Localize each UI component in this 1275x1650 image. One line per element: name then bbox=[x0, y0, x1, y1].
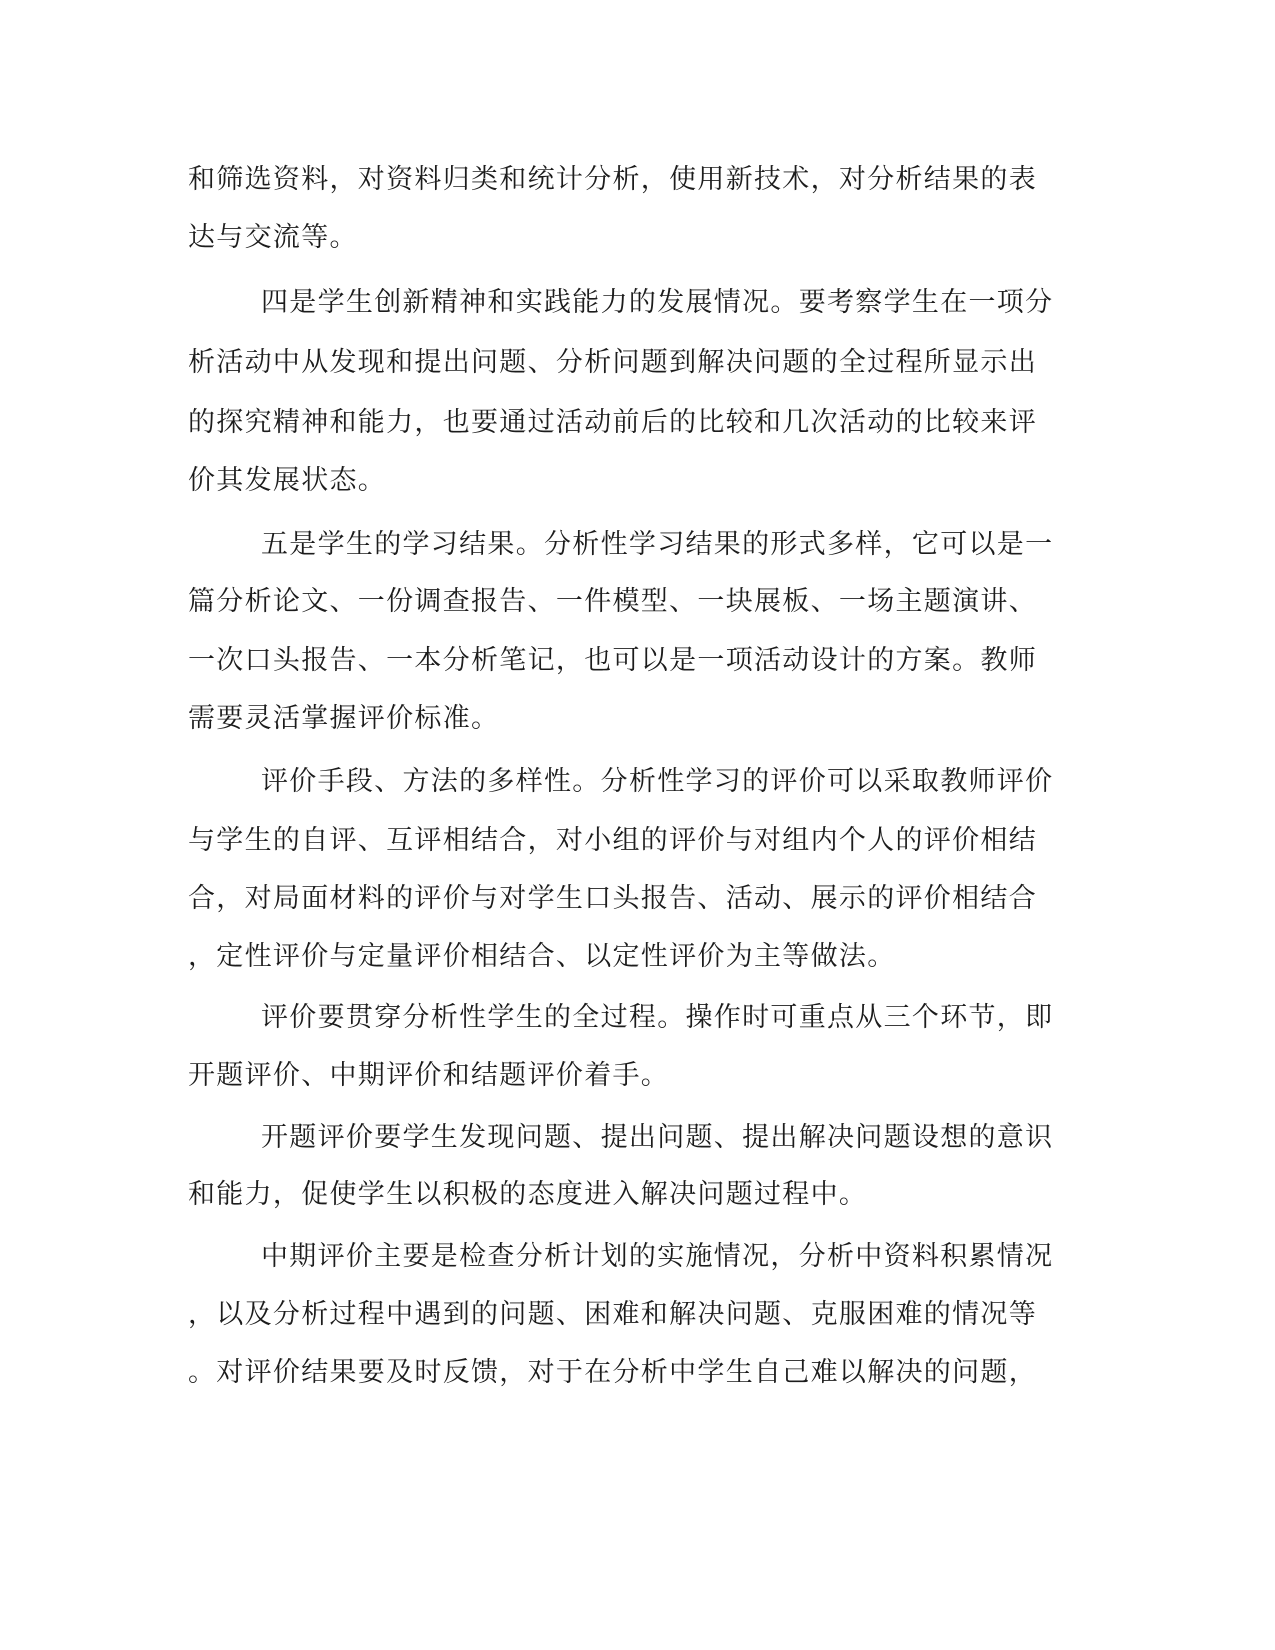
text-line: 和筛选资料，对资料归类和统计分析，使用新技术，对分析结果的表 bbox=[188, 164, 1037, 195]
paragraph-first-line: 评价手段、方法的多样性。分析性学习的评价可以采取教师评价 bbox=[261, 766, 1054, 797]
paragraph-first-line: 中期评价主要是检查分析计划的实施情况，分析中资料积累情况 bbox=[261, 1241, 1054, 1272]
text-line: 与学生的自评、互评相结合，对小组的评价与对组内个人的评价相结 bbox=[188, 825, 1037, 856]
text-line: 合，对局面材料的评价与对学生口头报告、活动、展示的评价相结合 bbox=[188, 883, 1037, 914]
paragraph-first-line: 五是学生的学习结果。分析性学习结果的形式多样，它可以是一 bbox=[261, 529, 1054, 560]
text-line: 的探究精神和能力，也要通过活动前后的比较和几次活动的比较来评 bbox=[188, 407, 1037, 438]
text-line: 析活动中从发现和提出问题、分析问题到解决问题的全过程所显示出 bbox=[188, 347, 1037, 378]
paragraph-first-line: 评价要贯穿分析性学生的全过程。操作时可重点从三个环节，即 bbox=[261, 1002, 1054, 1033]
text-line: 需要灵活掌握评价标准。 bbox=[188, 703, 500, 734]
text-line: ，以及分析过程中遇到的问题、困难和解决问题、克服困难的情况等 bbox=[188, 1299, 1037, 1330]
text-line: 达与交流等。 bbox=[188, 222, 358, 253]
text-line: 一次口头报告、一本分析笔记，也可以是一项活动设计的方案。教师 bbox=[188, 645, 1037, 676]
text-line: 价其发展状态。 bbox=[188, 465, 387, 496]
text-line: 。对评价结果要及时反馈，对于在分析中学生自己难以解决的问题， bbox=[188, 1357, 1037, 1388]
text-line: 开题评价、中期评价和结题评价着手。 bbox=[188, 1060, 670, 1091]
text-line: ，定性评价与定量评价相结合、以定性评价为主等做法。 bbox=[188, 941, 896, 972]
paragraph-first-line: 开题评价要学生发现问题、提出问题、提出解决问题设想的意识 bbox=[261, 1122, 1054, 1153]
paragraph-first-line: 四是学生创新精神和实践能力的发展情况。要考察学生在一项分 bbox=[261, 287, 1054, 318]
text-line: 篇分析论文、一份调查报告、一件模型、一块展板、一场主题演讲、 bbox=[188, 586, 1037, 617]
text-line: 和能力，促使学生以积极的态度进入解决问题过程中。 bbox=[188, 1179, 868, 1210]
